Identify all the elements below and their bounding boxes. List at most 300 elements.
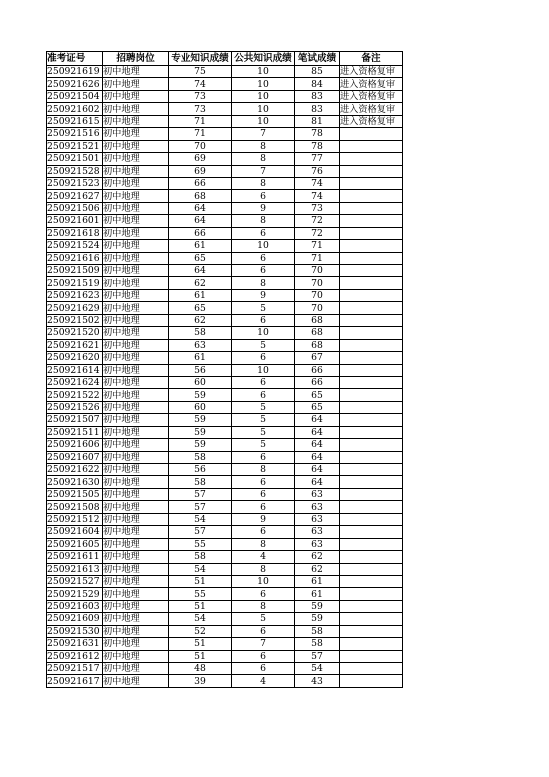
position-cell[interactable]: 初中地理 [103,414,169,426]
written-score-cell[interactable]: 64 [295,451,340,463]
professional-score-cell[interactable]: 73 [169,90,232,102]
professional-score-cell[interactable]: 61 [169,240,232,252]
exam-id-cell[interactable]: 250921502 [47,314,103,326]
exam-id-cell[interactable]: 250921501 [47,153,103,165]
position-cell[interactable]: 初中地理 [103,78,169,90]
remark-cell[interactable] [340,265,403,277]
remark-cell[interactable] [340,240,403,252]
written-score-cell[interactable]: 71 [295,252,340,264]
remark-cell[interactable] [340,277,403,289]
exam-id-cell[interactable]: 250921522 [47,389,103,401]
position-cell[interactable]: 初中地理 [103,389,169,401]
exam-id-cell[interactable]: 250921623 [47,289,103,301]
professional-score-cell[interactable]: 57 [169,526,232,538]
public-score-cell[interactable]: 6 [232,476,295,488]
public-score-cell[interactable]: 7 [232,128,295,140]
remark-cell[interactable] [340,551,403,563]
remark-cell[interactable] [340,389,403,401]
exam-id-cell[interactable]: 250921602 [47,103,103,115]
professional-score-cell[interactable]: 64 [169,202,232,214]
remark-cell[interactable] [340,426,403,438]
remark-cell[interactable] [340,675,403,687]
written-score-cell[interactable]: 64 [295,476,340,488]
exam-id-cell[interactable]: 250921627 [47,190,103,202]
written-score-cell[interactable]: 64 [295,426,340,438]
exam-id-cell[interactable]: 250921529 [47,588,103,600]
position-cell[interactable]: 初中地理 [103,177,169,189]
exam-id-cell[interactable]: 250921624 [47,376,103,388]
position-cell[interactable]: 初中地理 [103,227,169,239]
position-cell[interactable]: 初中地理 [103,401,169,413]
remark-cell[interactable] [340,252,403,264]
exam-id-cell[interactable]: 250921615 [47,115,103,127]
remark-cell[interactable] [340,190,403,202]
exam-id-cell[interactable]: 250921511 [47,426,103,438]
exam-id-cell[interactable]: 250921512 [47,513,103,525]
public-score-cell[interactable]: 6 [232,588,295,600]
professional-score-cell[interactable]: 65 [169,252,232,264]
written-score-cell[interactable]: 67 [295,352,340,364]
public-score-cell[interactable]: 5 [232,401,295,413]
position-cell[interactable]: 初中地理 [103,66,169,78]
position-cell[interactable]: 初中地理 [103,215,169,227]
position-cell[interactable]: 初中地理 [103,526,169,538]
public-score-cell[interactable]: 9 [232,202,295,214]
public-score-cell[interactable]: 6 [232,352,295,364]
exam-id-cell[interactable]: 250921524 [47,240,103,252]
public-score-cell[interactable]: 5 [232,439,295,451]
remark-cell[interactable] [340,476,403,488]
public-score-cell[interactable]: 8 [232,464,295,476]
exam-id-cell[interactable]: 250921519 [47,277,103,289]
exam-id-cell[interactable]: 250921616 [47,252,103,264]
exam-id-cell[interactable]: 250921516 [47,128,103,140]
public-score-cell[interactable]: 4 [232,551,295,563]
exam-id-cell[interactable]: 250921612 [47,650,103,662]
written-score-cell[interactable]: 61 [295,588,340,600]
written-score-cell[interactable]: 58 [295,638,340,650]
position-cell[interactable]: 初中地理 [103,128,169,140]
professional-score-cell[interactable]: 54 [169,513,232,525]
remark-cell[interactable] [340,488,403,500]
remark-cell[interactable] [340,165,403,177]
remark-cell[interactable] [340,140,403,152]
remark-cell[interactable] [340,526,403,538]
exam-id-cell[interactable]: 250921630 [47,476,103,488]
exam-id-cell[interactable]: 250921528 [47,165,103,177]
remark-cell[interactable] [340,153,403,165]
remark-cell[interactable]: 进入资格复审 [340,103,403,115]
remark-cell[interactable] [340,352,403,364]
professional-score-cell[interactable]: 56 [169,364,232,376]
written-score-cell[interactable]: 58 [295,625,340,637]
remark-cell[interactable] [340,650,403,662]
position-cell[interactable]: 初中地理 [103,153,169,165]
exam-id-cell[interactable]: 250921504 [47,90,103,102]
remark-cell[interactable] [340,513,403,525]
written-score-cell[interactable]: 85 [295,66,340,78]
position-cell[interactable]: 初中地理 [103,638,169,650]
exam-id-cell[interactable]: 250921629 [47,302,103,314]
professional-score-cell[interactable]: 62 [169,314,232,326]
public-score-cell[interactable]: 8 [232,177,295,189]
written-score-cell[interactable]: 66 [295,376,340,388]
written-score-cell[interactable]: 54 [295,663,340,675]
exam-id-cell[interactable]: 250921517 [47,663,103,675]
exam-id-cell[interactable]: 250921621 [47,339,103,351]
written-score-cell[interactable]: 66 [295,364,340,376]
exam-id-cell[interactable]: 250921609 [47,613,103,625]
remark-cell[interactable] [340,451,403,463]
position-cell[interactable]: 初中地理 [103,663,169,675]
position-cell[interactable]: 初中地理 [103,563,169,575]
written-score-cell[interactable]: 62 [295,563,340,575]
written-score-cell[interactable]: 65 [295,389,340,401]
professional-score-cell[interactable]: 54 [169,563,232,575]
header-position[interactable]: 招聘岗位 [103,52,169,66]
public-score-cell[interactable]: 9 [232,513,295,525]
professional-score-cell[interactable]: 75 [169,66,232,78]
public-score-cell[interactable]: 6 [232,227,295,239]
exam-id-cell[interactable]: 250921603 [47,600,103,612]
exam-id-cell[interactable]: 250921507 [47,414,103,426]
header-professional-score[interactable]: 专业知识成绩 [169,52,232,66]
public-score-cell[interactable]: 10 [232,103,295,115]
professional-score-cell[interactable]: 69 [169,153,232,165]
written-score-cell[interactable]: 63 [295,501,340,513]
remark-cell[interactable] [340,600,403,612]
written-score-cell[interactable]: 71 [295,240,340,252]
remark-cell[interactable] [340,327,403,339]
exam-id-cell[interactable]: 250921606 [47,439,103,451]
professional-score-cell[interactable]: 64 [169,265,232,277]
public-score-cell[interactable]: 10 [232,575,295,587]
professional-score-cell[interactable]: 59 [169,389,232,401]
position-cell[interactable]: 初中地理 [103,501,169,513]
written-score-cell[interactable]: 65 [295,401,340,413]
written-score-cell[interactable]: 64 [295,414,340,426]
header-remark[interactable]: 备注 [340,52,403,66]
public-score-cell[interactable]: 6 [232,376,295,388]
written-score-cell[interactable]: 63 [295,513,340,525]
remark-cell[interactable] [340,613,403,625]
position-cell[interactable]: 初中地理 [103,625,169,637]
remark-cell[interactable] [340,501,403,513]
written-score-cell[interactable]: 73 [295,202,340,214]
header-written-score[interactable]: 笔试成绩 [295,52,340,66]
professional-score-cell[interactable]: 39 [169,675,232,687]
professional-score-cell[interactable]: 48 [169,663,232,675]
public-score-cell[interactable]: 6 [232,252,295,264]
exam-id-cell[interactable]: 250921530 [47,625,103,637]
position-cell[interactable]: 初中地理 [103,190,169,202]
exam-id-cell[interactable]: 250921611 [47,551,103,563]
written-score-cell[interactable]: 68 [295,339,340,351]
remark-cell[interactable] [340,575,403,587]
written-score-cell[interactable]: 59 [295,613,340,625]
position-cell[interactable]: 初中地理 [103,277,169,289]
public-score-cell[interactable]: 6 [232,488,295,500]
professional-score-cell[interactable]: 71 [169,115,232,127]
exam-id-cell[interactable]: 250921506 [47,202,103,214]
public-score-cell[interactable]: 5 [232,339,295,351]
position-cell[interactable]: 初中地理 [103,289,169,301]
professional-score-cell[interactable]: 55 [169,588,232,600]
remark-cell[interactable] [340,538,403,550]
remark-cell[interactable] [340,663,403,675]
written-score-cell[interactable]: 64 [295,439,340,451]
exam-id-cell[interactable]: 250921620 [47,352,103,364]
position-cell[interactable]: 初中地理 [103,600,169,612]
position-cell[interactable]: 初中地理 [103,451,169,463]
header-exam-id[interactable]: 准考证号 [47,52,103,66]
professional-score-cell[interactable]: 71 [169,128,232,140]
written-score-cell[interactable]: 63 [295,538,340,550]
position-cell[interactable]: 初中地理 [103,650,169,662]
exam-id-cell[interactable]: 250921619 [47,66,103,78]
public-score-cell[interactable]: 10 [232,66,295,78]
professional-score-cell[interactable]: 54 [169,613,232,625]
public-score-cell[interactable]: 6 [232,265,295,277]
exam-id-cell[interactable]: 250921526 [47,401,103,413]
position-cell[interactable]: 初中地理 [103,575,169,587]
public-score-cell[interactable]: 10 [232,240,295,252]
professional-score-cell[interactable]: 66 [169,227,232,239]
written-score-cell[interactable]: 59 [295,600,340,612]
professional-score-cell[interactable]: 68 [169,190,232,202]
public-score-cell[interactable]: 6 [232,389,295,401]
professional-score-cell[interactable]: 58 [169,327,232,339]
remark-cell[interactable]: 进入资格复审 [340,115,403,127]
position-cell[interactable]: 初中地理 [103,327,169,339]
professional-score-cell[interactable]: 63 [169,339,232,351]
position-cell[interactable]: 初中地理 [103,90,169,102]
written-score-cell[interactable]: 81 [295,115,340,127]
written-score-cell[interactable]: 57 [295,650,340,662]
written-score-cell[interactable]: 70 [295,277,340,289]
remark-cell[interactable] [340,215,403,227]
written-score-cell[interactable]: 83 [295,90,340,102]
public-score-cell[interactable]: 6 [232,314,295,326]
public-score-cell[interactable]: 10 [232,90,295,102]
remark-cell[interactable]: 进入资格复审 [340,90,403,102]
professional-score-cell[interactable]: 56 [169,464,232,476]
remark-cell[interactable] [340,227,403,239]
remark-cell[interactable] [340,414,403,426]
written-score-cell[interactable]: 74 [295,190,340,202]
written-score-cell[interactable]: 70 [295,302,340,314]
remark-cell[interactable] [340,289,403,301]
public-score-cell[interactable]: 8 [232,153,295,165]
professional-score-cell[interactable]: 60 [169,401,232,413]
public-score-cell[interactable]: 6 [232,663,295,675]
public-score-cell[interactable]: 10 [232,327,295,339]
public-score-cell[interactable]: 10 [232,78,295,90]
written-score-cell[interactable]: 43 [295,675,340,687]
exam-id-cell[interactable]: 250921521 [47,140,103,152]
position-cell[interactable]: 初中地理 [103,538,169,550]
position-cell[interactable]: 初中地理 [103,314,169,326]
professional-score-cell[interactable]: 66 [169,177,232,189]
professional-score-cell[interactable]: 59 [169,439,232,451]
exam-id-cell[interactable]: 250921604 [47,526,103,538]
position-cell[interactable]: 初中地理 [103,376,169,388]
public-score-cell[interactable]: 10 [232,364,295,376]
public-score-cell[interactable]: 7 [232,638,295,650]
written-score-cell[interactable]: 72 [295,215,340,227]
exam-id-cell[interactable]: 250921520 [47,327,103,339]
professional-score-cell[interactable]: 61 [169,352,232,364]
professional-score-cell[interactable]: 51 [169,638,232,650]
written-score-cell[interactable]: 72 [295,227,340,239]
position-cell[interactable]: 初中地理 [103,140,169,152]
professional-score-cell[interactable]: 61 [169,289,232,301]
professional-score-cell[interactable]: 64 [169,215,232,227]
position-cell[interactable]: 初中地理 [103,103,169,115]
public-score-cell[interactable]: 6 [232,501,295,513]
public-score-cell[interactable]: 7 [232,165,295,177]
exam-id-cell[interactable]: 250921622 [47,464,103,476]
remark-cell[interactable] [340,302,403,314]
position-cell[interactable]: 初中地理 [103,588,169,600]
written-score-cell[interactable]: 68 [295,327,340,339]
exam-id-cell[interactable]: 250921527 [47,575,103,587]
professional-score-cell[interactable]: 65 [169,302,232,314]
position-cell[interactable]: 初中地理 [103,439,169,451]
professional-score-cell[interactable]: 62 [169,277,232,289]
position-cell[interactable]: 初中地理 [103,302,169,314]
header-public-score[interactable]: 公共知识成绩 [232,52,295,66]
exam-id-cell[interactable]: 250921607 [47,451,103,463]
position-cell[interactable]: 初中地理 [103,464,169,476]
written-score-cell[interactable]: 76 [295,165,340,177]
remark-cell[interactable] [340,563,403,575]
remark-cell[interactable] [340,202,403,214]
professional-score-cell[interactable]: 57 [169,488,232,500]
public-score-cell[interactable]: 6 [232,190,295,202]
exam-id-cell[interactable]: 250921523 [47,177,103,189]
professional-score-cell[interactable]: 73 [169,103,232,115]
remark-cell[interactable] [340,177,403,189]
professional-score-cell[interactable]: 70 [169,140,232,152]
public-score-cell[interactable]: 5 [232,426,295,438]
position-cell[interactable]: 初中地理 [103,339,169,351]
remark-cell[interactable] [340,588,403,600]
public-score-cell[interactable]: 8 [232,600,295,612]
public-score-cell[interactable]: 6 [232,625,295,637]
written-score-cell[interactable]: 70 [295,265,340,277]
public-score-cell[interactable]: 8 [232,215,295,227]
written-score-cell[interactable]: 74 [295,177,340,189]
exam-id-cell[interactable]: 250921613 [47,563,103,575]
public-score-cell[interactable]: 8 [232,538,295,550]
written-score-cell[interactable]: 83 [295,103,340,115]
remark-cell[interactable] [340,376,403,388]
public-score-cell[interactable]: 6 [232,650,295,662]
remark-cell[interactable] [340,401,403,413]
remark-cell[interactable] [340,314,403,326]
exam-id-cell[interactable]: 250921605 [47,538,103,550]
public-score-cell[interactable]: 6 [232,526,295,538]
written-score-cell[interactable]: 70 [295,289,340,301]
professional-score-cell[interactable]: 51 [169,575,232,587]
professional-score-cell[interactable]: 58 [169,476,232,488]
exam-id-cell[interactable]: 250921601 [47,215,103,227]
written-score-cell[interactable]: 77 [295,153,340,165]
written-score-cell[interactable]: 63 [295,488,340,500]
position-cell[interactable]: 初中地理 [103,488,169,500]
exam-id-cell[interactable]: 250921631 [47,638,103,650]
position-cell[interactable]: 初中地理 [103,165,169,177]
professional-score-cell[interactable]: 55 [169,538,232,550]
remark-cell[interactable] [340,339,403,351]
public-score-cell[interactable]: 6 [232,451,295,463]
public-score-cell[interactable]: 9 [232,289,295,301]
position-cell[interactable]: 初中地理 [103,426,169,438]
position-cell[interactable]: 初中地理 [103,265,169,277]
professional-score-cell[interactable]: 59 [169,426,232,438]
exam-id-cell[interactable]: 250921508 [47,501,103,513]
written-score-cell[interactable]: 78 [295,140,340,152]
exam-id-cell[interactable]: 250921505 [47,488,103,500]
public-score-cell[interactable]: 5 [232,414,295,426]
position-cell[interactable]: 初中地理 [103,352,169,364]
remark-cell[interactable]: 进入资格复审 [340,66,403,78]
position-cell[interactable]: 初中地理 [103,252,169,264]
professional-score-cell[interactable]: 60 [169,376,232,388]
professional-score-cell[interactable]: 58 [169,451,232,463]
written-score-cell[interactable]: 61 [295,575,340,587]
written-score-cell[interactable]: 63 [295,526,340,538]
professional-score-cell[interactable]: 59 [169,414,232,426]
position-cell[interactable]: 初中地理 [103,202,169,214]
written-score-cell[interactable]: 68 [295,314,340,326]
exam-id-cell[interactable]: 250921618 [47,227,103,239]
professional-score-cell[interactable]: 74 [169,78,232,90]
position-cell[interactable]: 初中地理 [103,364,169,376]
written-score-cell[interactable]: 84 [295,78,340,90]
professional-score-cell[interactable]: 51 [169,650,232,662]
position-cell[interactable]: 初中地理 [103,551,169,563]
remark-cell[interactable] [340,364,403,376]
public-score-cell[interactable]: 5 [232,613,295,625]
remark-cell[interactable] [340,128,403,140]
exam-id-cell[interactable]: 250921626 [47,78,103,90]
public-score-cell[interactable]: 8 [232,277,295,289]
written-score-cell[interactable]: 78 [295,128,340,140]
position-cell[interactable]: 初中地理 [103,613,169,625]
written-score-cell[interactable]: 64 [295,464,340,476]
professional-score-cell[interactable]: 57 [169,501,232,513]
public-score-cell[interactable]: 8 [232,140,295,152]
remark-cell[interactable] [340,625,403,637]
public-score-cell[interactable]: 4 [232,675,295,687]
remark-cell[interactable]: 进入资格复审 [340,78,403,90]
professional-score-cell[interactable]: 58 [169,551,232,563]
position-cell[interactable]: 初中地理 [103,513,169,525]
remark-cell[interactable] [340,439,403,451]
exam-id-cell[interactable]: 250921617 [47,675,103,687]
remark-cell[interactable] [340,464,403,476]
written-score-cell[interactable]: 62 [295,551,340,563]
public-score-cell[interactable]: 10 [232,115,295,127]
exam-id-cell[interactable]: 250921614 [47,364,103,376]
exam-id-cell[interactable]: 250921509 [47,265,103,277]
position-cell[interactable]: 初中地理 [103,675,169,687]
position-cell[interactable]: 初中地理 [103,115,169,127]
remark-cell[interactable] [340,638,403,650]
professional-score-cell[interactable]: 51 [169,600,232,612]
